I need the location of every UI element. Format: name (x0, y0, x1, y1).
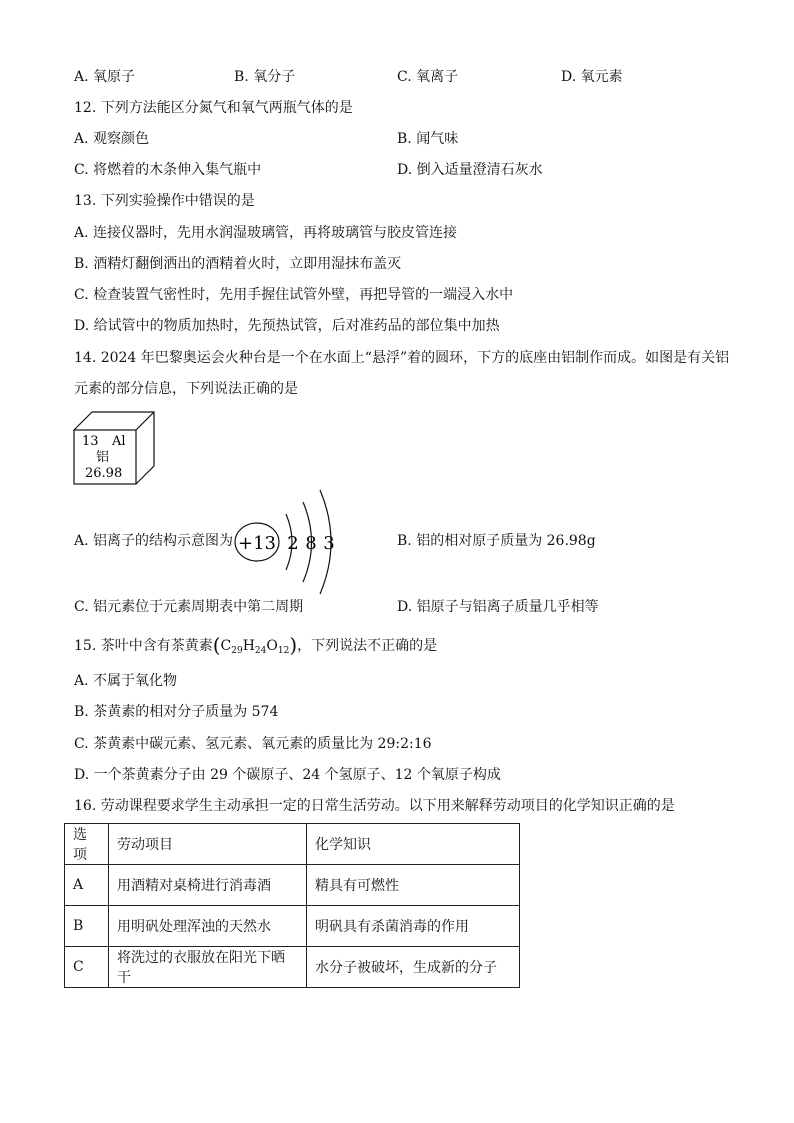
formula-close-paren: ) (289, 633, 298, 657)
q11-option-a: A. 氧原子 (74, 69, 136, 85)
row-a-option: A (65, 865, 109, 906)
formula-o-sub: 12 (277, 646, 290, 656)
element-symbol: Al (112, 434, 126, 449)
q13-option-d: D. 给试管中的物质加热时，先预热试管，后对准药品的部位集中加热 (74, 318, 500, 334)
header-chem-knowledge: 化学知识 (307, 824, 520, 865)
table-header-row (65, 824, 520, 865)
shell-2-electrons: 8 (305, 533, 317, 554)
row-a-knowledge: 精具有可燃性 (307, 865, 520, 906)
q15-option-a: A. 不属于氧化物 (74, 673, 178, 689)
table-row (65, 947, 520, 988)
q14-option-b: B. 铝的相对原子质量为 26.98g (397, 533, 596, 549)
table-row (65, 906, 520, 947)
q16-stem: 16. 劳动课程要求学生主动承担一定的日常生活劳动。以下用来解释劳动项目的化学知识正确的是 (74, 798, 675, 814)
q13-stem: 13. 下列实验操作中错误的是 (74, 193, 255, 209)
shell-1-electrons: 2 (287, 533, 299, 554)
q15-option-c: C. 茶黄素中碳元素、氢元素、氧元素的质量比为 29:2:16 (74, 736, 432, 752)
q12-option-b: B. 闻气味 (397, 131, 459, 147)
row-b-option: B (65, 906, 109, 947)
q12-option-d: D. 倒入适量澄清石灰水 (397, 162, 543, 178)
q14-option-a: A. 铝离子的结构示意图为 (74, 533, 234, 549)
row-c-option: C (65, 947, 109, 988)
q16-table (64, 823, 520, 988)
header-labor-item: 劳动项目 (109, 824, 307, 865)
q14-stem-line2: 元素的部分信息，下列说法正确的是 (74, 381, 298, 397)
row-c-item: 将洗过的衣服放在阳光下晒干 (109, 947, 307, 988)
q14-option-c: C. 铝元素位于元素周期表中第二周期 (74, 599, 304, 615)
q15-option-d: D. 一个茶黄素分子由 29 个碳原子、24 个氢原子、12 个氧原子构成 (74, 767, 501, 783)
tea-formula (221, 638, 290, 654)
q15-stem-pre: 15. 茶叶中含有茶黄素 (74, 638, 213, 654)
formula-c-sub: 29 (231, 646, 243, 656)
nucleus-charge: +13 (238, 533, 276, 554)
element-box (70, 408, 160, 488)
q14-stem-line1: 14. 2024 年巴黎奥运会火种台是一个在水面上“悬浮”着的圆环，下方的底座由铝制作而成。如图是有关铝 (74, 350, 730, 366)
formula-c: C (220, 638, 232, 654)
q15-option-b: B. 茶黄素的相对分子质量为 574 (74, 704, 279, 720)
row-c-knowledge: 水分子被破坏，生成新的分子 (307, 947, 520, 988)
q12-option-c: C. 将燃着的木条伸入集气瓶中 (74, 162, 262, 178)
formula-h: H (242, 638, 255, 654)
shell-3-electrons: 3 (323, 533, 335, 554)
q14-option-d: D. 铝原子与铝离子质量几乎相等 (397, 599, 599, 615)
q12-stem: 12. 下列方法能区分氮气和氧气两瓶气体的是 (74, 100, 353, 116)
q13-option-a: A. 连接仪器时，先用水润湿玻璃管，再将玻璃管与胶皮管连接 (74, 225, 458, 241)
q11-option-c: C. 氧离子 (397, 69, 459, 85)
row-a-item: 用酒精对桌椅进行消毒酒 (109, 865, 307, 906)
table-row (65, 865, 520, 906)
element-atomic-number: 13 (82, 434, 99, 449)
element-name: 铝 (96, 450, 110, 465)
element-atomic-mass: 26.98 (85, 466, 123, 481)
q13-option-c: C. 检查装置气密性时，先用手握住试管外壁，再把导管的一端浸入水中 (74, 287, 514, 303)
header-option: 选项 (65, 824, 109, 865)
q11-option-b: B. 氧分子 (234, 69, 296, 85)
q12-option-a: A. 观察颜色 (74, 131, 150, 147)
formula-open-paren: ( (212, 633, 221, 657)
q15-stem (74, 633, 438, 660)
formula-o: O (266, 638, 278, 654)
q11-option-d: D. 氧元素 (561, 69, 623, 85)
q15-stem-post: ，下列说法不正确的是 (297, 638, 438, 654)
row-b-knowledge: 明矾具有杀菌消毒的作用 (307, 906, 520, 947)
q13-option-b: B. 酒精灯翻倒洒出的酒精着火时，立即用湿抹布盖灭 (74, 256, 402, 272)
row-b-item: 用明矾处理浑浊的天然水 (109, 906, 307, 947)
formula-h-sub: 24 (254, 646, 267, 656)
aluminum-ion-diagram (230, 486, 360, 596)
